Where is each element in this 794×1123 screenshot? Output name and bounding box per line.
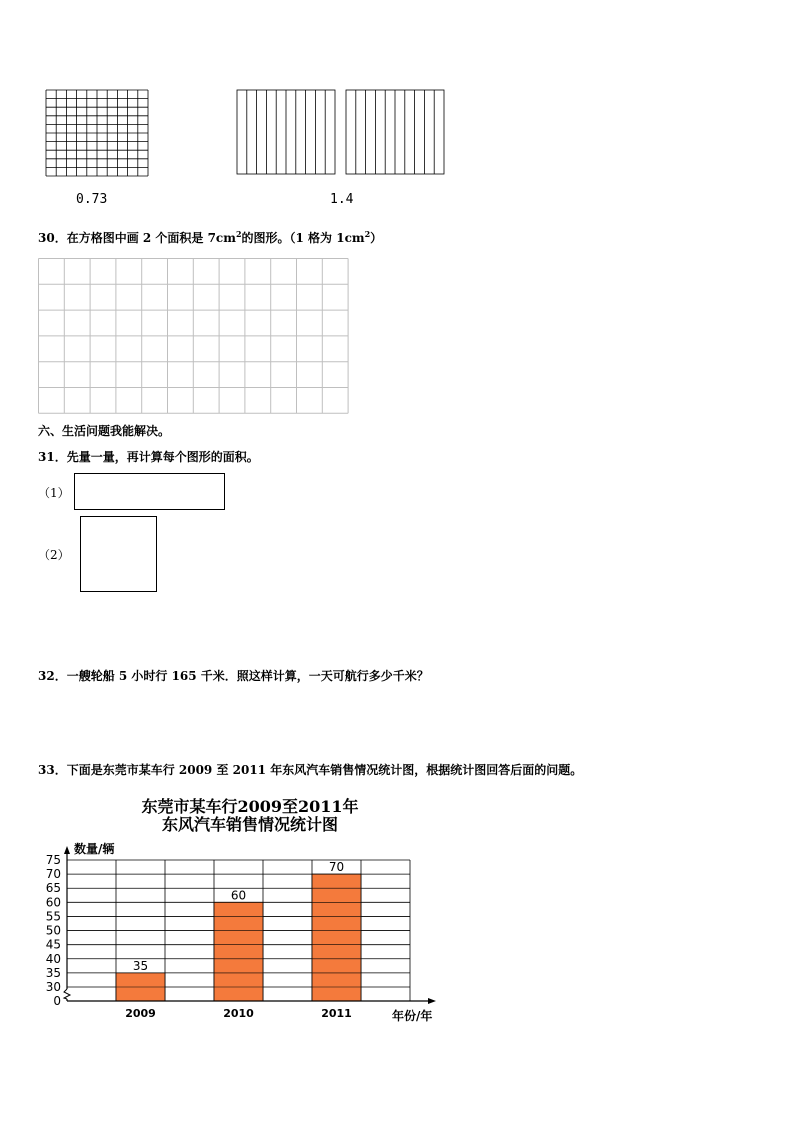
section-6-title: 六、生活问题我能解决。 — [38, 424, 171, 438]
chart-title-line1: 东莞市某车行2009至2011年 — [141, 797, 359, 816]
data-label-2010: 60 — [230, 888, 247, 903]
y-tick-30: 30 — [45, 980, 61, 994]
y-tick-45: 45 — [45, 937, 61, 952]
y-tick-75: 75 — [45, 853, 61, 867]
x-tick-2010: 2010 — [223, 1007, 254, 1020]
square-shape — [80, 516, 157, 592]
y-tick-0: 0 — [53, 994, 61, 1008]
tenths-grid-2 — [345, 89, 445, 175]
y-axis-arrow-icon — [64, 846, 70, 854]
x-tick-2009: 2009 — [125, 1007, 156, 1020]
chart-title-line2: 东风汽车销售情况统计图 — [161, 815, 339, 834]
label-0-73: 0.73 — [76, 192, 108, 207]
question-31: 31．先量一量，再计算每个图形的面积。 — [38, 450, 259, 464]
item-1-label: （1） — [38, 486, 70, 500]
sales-bar-chart — [30, 790, 470, 1030]
x-axis-arrow-icon — [428, 998, 436, 1004]
y-axis-label: 数量/辆 — [74, 842, 115, 856]
y-tick-60: 60 — [45, 895, 61, 910]
rectangle-shape — [74, 473, 225, 510]
data-label-2011: 70 — [328, 860, 345, 875]
item-2-label: （2） — [38, 548, 70, 562]
hundred-grid — [45, 89, 149, 177]
y-tick-55: 55 — [45, 909, 61, 924]
bar-2011 — [312, 874, 361, 1001]
bar-2010 — [214, 902, 263, 1001]
x-tick-2011: 2011 — [321, 1007, 352, 1020]
tenths-grid-1 — [236, 89, 336, 175]
x-axis-label: 年份/年 — [392, 1009, 433, 1023]
y-tick-50: 50 — [45, 923, 61, 938]
question-30: 30．在方格图中画 2 个面积是 $7cm^2$的图形。（1 格为 $1cm^2$） — [38, 229, 383, 245]
y-tick-65: 65 — [45, 881, 61, 896]
label-1-4: 1.4 — [330, 192, 354, 207]
data-label-2009: 35 — [132, 958, 149, 973]
question-32: 32．一艘轮船 5 小时行 165 千米．照这样计算，一天可航行多少千米？ — [38, 669, 429, 683]
y-tick-40: 40 — [45, 951, 61, 966]
y-tick-70: 70 — [45, 867, 61, 882]
question-33: 33．下面是东莞市某车行 2009 至 2011 年东风汽车销售情况统计图，根据统计图回答后面的问题。 — [38, 763, 583, 777]
square-grid[interactable] — [38, 258, 349, 414]
y-tick-35: 35 — [45, 965, 61, 980]
